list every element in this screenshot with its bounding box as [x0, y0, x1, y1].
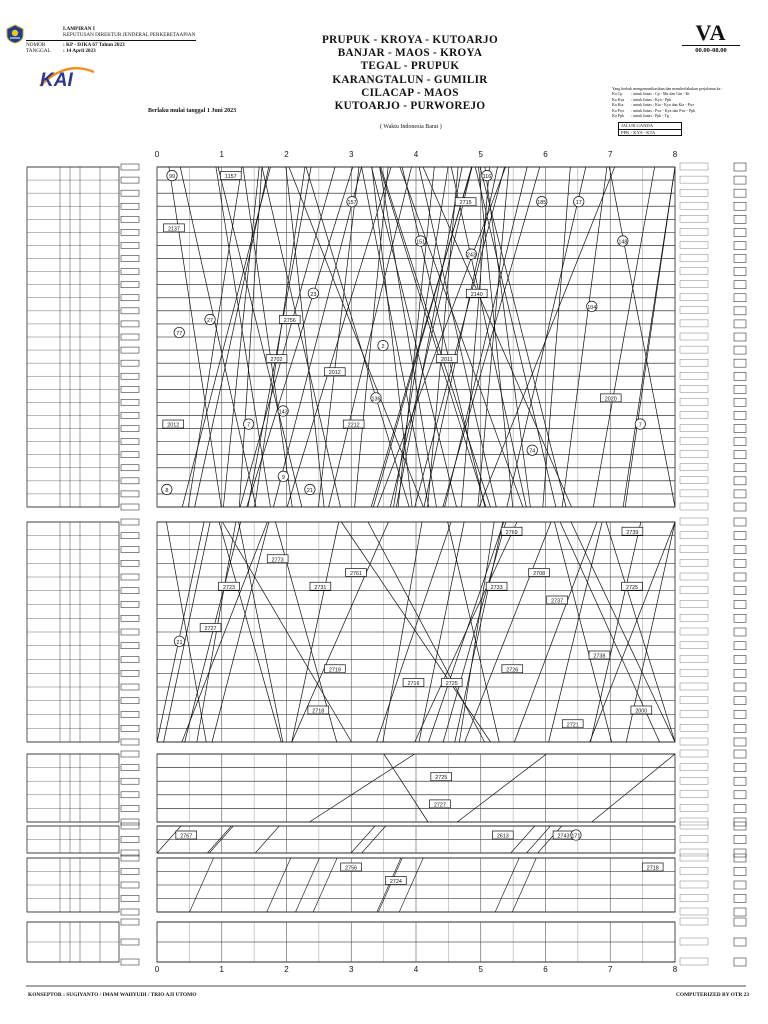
- station-name-box: [121, 698, 139, 704]
- signal-symbol: [734, 241, 746, 249]
- station-name-box: [121, 657, 139, 663]
- signal-symbol: [734, 711, 746, 719]
- signal-symbol: [734, 849, 746, 857]
- train-number-label: 2731: [314, 584, 327, 591]
- signal-symbol: [734, 918, 746, 926]
- station-name-box: [121, 321, 139, 327]
- hour-label-top: 5: [478, 150, 483, 159]
- signal-symbol: [734, 669, 746, 677]
- station-name-box: [121, 478, 139, 484]
- station-name-box: [121, 386, 139, 392]
- station-name-box: [121, 823, 139, 829]
- station-diagram: [680, 711, 708, 718]
- signal-symbol: [734, 163, 746, 171]
- train-number-label: 2769: [505, 529, 518, 536]
- station-name-box: [121, 308, 139, 314]
- station-diagram: [680, 764, 708, 771]
- station-name-box: [121, 452, 139, 458]
- signal-symbol: [734, 656, 746, 664]
- signal-symbol: [734, 614, 746, 622]
- signal-symbol: [734, 281, 746, 289]
- station-diagram: [680, 822, 708, 829]
- station-diagram: [680, 750, 708, 757]
- signal-symbol: [734, 268, 746, 276]
- train-number-label: 2708: [533, 571, 546, 577]
- signal-symbol: [734, 176, 746, 184]
- signal-symbol: [734, 587, 746, 595]
- station-name-box: [121, 164, 139, 170]
- train-number-label: 2773: [271, 557, 284, 564]
- signal-symbol: [734, 854, 746, 862]
- train-number-label: 2718: [646, 865, 659, 872]
- train-number-label: 2725: [626, 584, 639, 591]
- signal-symbol: [734, 908, 746, 916]
- station-name-box: [121, 295, 139, 301]
- station-name-box: [121, 256, 139, 262]
- station-name-box: [121, 896, 139, 902]
- train-number-label: 151: [416, 239, 426, 246]
- train-number-label: 2733: [490, 584, 503, 591]
- timezone-note: ( Waktu Indonesia Barat ): [380, 124, 442, 130]
- signal-symbol: [734, 333, 746, 341]
- signal-symbol: [734, 895, 746, 903]
- station-name-box: [121, 574, 139, 580]
- route-title: KARANGTALUN - GUMILIR: [332, 73, 488, 86]
- train-number-label: 116: [482, 174, 492, 181]
- hour-label-bottom: 8: [672, 965, 678, 974]
- signal-symbol: [734, 346, 746, 354]
- station-diagram: [680, 202, 708, 209]
- train-number-label: 17: [575, 200, 582, 207]
- station-diagram: [680, 697, 708, 704]
- signal-symbol: [734, 958, 746, 966]
- train-number-label: 2020: [604, 396, 617, 403]
- train-number-label: 136: [371, 396, 381, 403]
- station-diagram: [680, 176, 708, 183]
- train-number-label: 74: [529, 448, 536, 455]
- train-number-label: 157: [347, 200, 357, 207]
- lampiran-nomor: NOMOR : KP - DJKA 67 Tahun 2023: [26, 41, 125, 48]
- signal-symbol: [734, 881, 746, 889]
- hour-label-bottom: 1: [219, 965, 224, 974]
- station-diagram: [680, 346, 708, 353]
- train-number-label: 23: [310, 291, 317, 298]
- station-diagram: [680, 359, 708, 366]
- station-table: [27, 754, 119, 822]
- hour-label-bottom: 0: [154, 965, 160, 974]
- signal-symbol: [734, 738, 746, 746]
- station-name-box: [121, 519, 139, 525]
- signal-symbol: [734, 215, 746, 223]
- station-diagram: [680, 669, 708, 676]
- signal-symbol: [734, 451, 746, 459]
- station-diagram: [680, 868, 708, 875]
- hour-label-top: 6: [543, 150, 548, 159]
- signal-symbol: [734, 791, 746, 799]
- lampiran-tanggal: TANGGAL : 14 April 2023: [26, 48, 96, 55]
- station-name-box: [121, 805, 139, 811]
- station-name-box: [121, 739, 139, 745]
- station-name-box: [121, 399, 139, 405]
- station-name-box: [121, 547, 139, 553]
- hour-label-top: 0: [154, 150, 160, 159]
- train-number-label: 9: [281, 474, 285, 481]
- station-diagram: [680, 438, 708, 445]
- station-diagram: [680, 777, 708, 784]
- station-name-box: [121, 602, 139, 608]
- station-diagram: [680, 307, 708, 314]
- station-diagram: [680, 628, 708, 635]
- station-diagram: [680, 333, 708, 340]
- station-name-box: [121, 837, 139, 843]
- train-number-label: 243: [466, 252, 476, 259]
- station-name-box: [121, 491, 139, 497]
- station-diagram: [680, 683, 708, 690]
- signal-symbol: [734, 385, 746, 393]
- train-number-label: 2140: [470, 291, 483, 298]
- station-diagram: [680, 836, 708, 843]
- station-diagram: [680, 215, 708, 222]
- train-number-label: 2738: [593, 653, 606, 660]
- train-number-label: 21: [176, 639, 183, 646]
- station-name-box: [121, 882, 139, 888]
- train-number-label: 2716: [407, 681, 420, 687]
- station-diagram: [680, 849, 708, 856]
- footer-konseptor: KONSEPTOR : SUGIYANTO / IMAM WAHYUDI / TRIO AJI UTOMO: [28, 992, 197, 998]
- double-track-title: JALUR GANDA: [621, 123, 654, 128]
- station-diagram: [680, 738, 708, 745]
- station-diagram: [680, 642, 708, 649]
- station-name-box: [121, 269, 139, 275]
- signal-symbol: [734, 683, 746, 691]
- train-number-label: 2739: [626, 529, 639, 536]
- station-diagram: [680, 425, 708, 432]
- legend-row: Ka Kya : untuk lintas : Kya - Ppk: [612, 96, 672, 102]
- train-number-label: 2702: [270, 357, 283, 364]
- signal-symbol: [734, 518, 746, 526]
- station-name-box: [121, 504, 139, 510]
- train-number-label: 27: [207, 317, 214, 324]
- train-number-label: 7: [638, 422, 642, 429]
- train-number-label: 2756: [283, 317, 296, 324]
- signal-symbol: [734, 532, 746, 540]
- station-diagram: [680, 918, 708, 925]
- station-name-box: [121, 560, 139, 566]
- train-path: [457, 754, 546, 822]
- station-diagram: [680, 241, 708, 248]
- train-number-label: 2721: [566, 722, 579, 729]
- route-title: BANJAR - MAOS - KROYA: [337, 47, 483, 60]
- train-number-label: 2011: [441, 357, 453, 364]
- train-number-label: 2727: [433, 802, 446, 809]
- station-diagram: [680, 490, 708, 497]
- lampiran-line-2: KEPUTUSAN DIREKTUR JENDERAL PERKERETAAPIAN: [63, 32, 196, 39]
- signal-symbol: [734, 294, 746, 302]
- station-name-box: [121, 426, 139, 432]
- station-diagram: [680, 938, 708, 945]
- train-number-label: 2737: [551, 598, 564, 605]
- signal-symbol: [734, 546, 746, 554]
- train-number-label: 171: [571, 833, 581, 840]
- train-number-label: 2724: [389, 879, 402, 885]
- route-title: CILACAP - MAOS: [361, 86, 459, 99]
- station-diagram: [680, 320, 708, 327]
- train-path: [309, 754, 414, 822]
- legend-row: Ka Cp : untuk lintas : Cp - Ma dan Gm - Kt: [612, 91, 690, 97]
- station-diagram: [680, 411, 708, 418]
- station-name-box: [121, 347, 139, 353]
- signal-symbol: [734, 503, 746, 511]
- station-name-box: [121, 203, 139, 209]
- station-name-box: [121, 360, 139, 366]
- signal-symbol: [734, 573, 746, 581]
- station-name-box: [121, 725, 139, 731]
- station-name-box: [121, 373, 139, 379]
- train-number-label: 148: [618, 239, 628, 246]
- train-number-label: 2726: [506, 667, 519, 674]
- signal-symbol: [734, 804, 746, 812]
- train-path: [592, 754, 675, 822]
- station-diagram: [680, 587, 708, 594]
- station-diagram: [680, 546, 708, 553]
- station-diagram: [680, 372, 708, 379]
- footer-computerized: COMPUTERIZED BY OTR 23: [676, 992, 750, 998]
- train-number-label: 104: [587, 304, 597, 311]
- station-name-box: [121, 334, 139, 340]
- signal-symbol: [734, 464, 746, 472]
- station-diagram: [680, 908, 708, 915]
- route-title: PRUPUK - KROYA - KUTOARJO: [322, 34, 498, 46]
- train-number-label: 2012: [328, 370, 341, 377]
- double-track-value: PPK - KYA - KTA: [619, 129, 681, 136]
- station-diagram: [680, 881, 708, 888]
- station-name-box: [121, 939, 139, 945]
- station-diagram: [680, 281, 708, 288]
- hour-label-bottom: 2: [284, 965, 289, 974]
- signal-symbol: [734, 642, 746, 650]
- signal-symbol: [734, 228, 746, 236]
- station-name-box: [121, 412, 139, 418]
- station-name-box: [121, 229, 139, 235]
- train-number-label: 2727: [204, 626, 217, 632]
- route-title: TEGAL - PRUPUK: [360, 60, 460, 73]
- station-name-box: [121, 919, 139, 925]
- station-name-box: [121, 909, 139, 915]
- station-name-box: [121, 765, 139, 771]
- station-name-box: [121, 615, 139, 621]
- signal-symbol: [734, 559, 746, 567]
- station-diagram: [680, 451, 708, 458]
- station-diagram: [680, 163, 708, 170]
- signal-symbol: [734, 359, 746, 367]
- station-diagram: [680, 804, 708, 811]
- signal-symbol: [734, 189, 746, 197]
- signal-symbol: [734, 398, 746, 406]
- legend-row: Ka Kta : untuk lintas : Kta - Kya dan Kta - Pwr: [612, 102, 695, 108]
- station-name-box: [121, 869, 139, 875]
- signal-symbol: [734, 750, 746, 758]
- hour-label-top: 2: [284, 150, 289, 159]
- train-number-label: 2743: [557, 833, 570, 840]
- hour-label-bottom: 4: [413, 965, 419, 974]
- station-diagram: [680, 385, 708, 392]
- sheet-time-range: 00.00-08.00: [695, 47, 727, 54]
- station-name-box: [121, 282, 139, 288]
- effective-date: Berlaku mulai tanggal 1 Juni 2023: [148, 108, 237, 114]
- station-name-box: [121, 216, 139, 222]
- train-number-label: 185: [537, 200, 547, 207]
- station-diagram: [680, 573, 708, 580]
- signal-symbol: [734, 601, 746, 609]
- station-diagram: [680, 791, 708, 798]
- station-name-box: [121, 792, 139, 798]
- train-number-label: 2000: [635, 708, 648, 715]
- train-number-label: 7: [247, 422, 251, 429]
- train-number-label: 2756: [345, 865, 358, 872]
- station-name-box: [121, 190, 139, 196]
- legend-intro: Yang berhak mengomunikasikan dan memberlakukan perjalanan ka :: [612, 86, 723, 91]
- station-diagram: [680, 601, 708, 608]
- hour-label-top: 7: [608, 150, 613, 159]
- signal-symbol: [734, 411, 746, 419]
- train-path: [384, 754, 428, 822]
- station-diagram: [680, 189, 708, 196]
- station-diagram: [680, 958, 708, 965]
- signal-symbol: [734, 307, 746, 315]
- station-name-box: [121, 629, 139, 635]
- station-name-box: [121, 670, 139, 676]
- station-diagram: [680, 854, 708, 861]
- station-diagram: [680, 398, 708, 405]
- train-number-label: 77: [176, 331, 183, 337]
- hour-label-bottom: 5: [478, 965, 483, 974]
- station-diagram: [680, 614, 708, 621]
- station-name-box: [121, 439, 139, 445]
- sheet-code-label: VA: [695, 20, 727, 45]
- station-name-box: [121, 643, 139, 649]
- hour-label-top: 8: [672, 150, 678, 159]
- signal-symbol: [734, 836, 746, 844]
- signal-symbol: [734, 490, 746, 498]
- train-number-label: 2212: [347, 422, 360, 429]
- route-title: KUTOARJO - PURWOREJO: [334, 100, 486, 113]
- signal-symbol: [734, 202, 746, 210]
- station-name-box: [121, 712, 139, 718]
- train-number-label: 2719: [328, 667, 341, 674]
- signal-symbol: [734, 938, 746, 946]
- station-diagram: [680, 532, 708, 539]
- station-name-box: [121, 177, 139, 183]
- train-number-label: 1157: [224, 174, 237, 181]
- signal-symbol: [734, 777, 746, 785]
- train-number-label: 21: [306, 487, 313, 494]
- legend-row: Ka Pwr : untuk lintas : Pwr - Kya dan Pwr - Ppk: [612, 107, 696, 113]
- station-diagram: [680, 464, 708, 471]
- train-number-label: 2725: [435, 775, 448, 782]
- station-name-box: [121, 242, 139, 248]
- train-number-label: 2137: [167, 226, 180, 233]
- signal-symbol: [734, 764, 746, 772]
- hour-label-top: 1: [219, 150, 224, 159]
- signal-symbol: [734, 477, 746, 485]
- train-number-label: 143: [278, 409, 288, 416]
- station-name-box: [121, 751, 139, 757]
- signal-symbol: [734, 372, 746, 380]
- station-diagram: [680, 255, 708, 262]
- signal-symbol: [734, 438, 746, 446]
- station-name-box: [121, 588, 139, 594]
- hour-label-bottom: 7: [608, 965, 613, 974]
- station-diagram: [680, 724, 708, 731]
- lampiran-line-1: LAMPIRAN I: [63, 26, 95, 32]
- signal-symbol: [734, 255, 746, 263]
- train-number-label: 2718: [312, 708, 325, 715]
- station-diagram: [680, 559, 708, 566]
- signal-symbol: [734, 628, 746, 636]
- legend-row: Ka Ppk : untuk lintas : Ppk - Tg: [612, 113, 669, 119]
- station-diagram: [680, 294, 708, 301]
- station-diagram: [680, 656, 708, 663]
- station-name-box: [121, 959, 139, 965]
- station-diagram: [680, 268, 708, 275]
- hour-label-top: 4: [413, 150, 419, 159]
- train-number-label: 2723: [222, 584, 235, 591]
- station-diagram: [680, 818, 708, 825]
- station-name-box: [121, 533, 139, 539]
- station-diagram: [680, 503, 708, 510]
- station-diagram: [680, 895, 708, 902]
- train-number-label: 2: [381, 344, 385, 351]
- station-name-box: [121, 778, 139, 784]
- station-name-box: [121, 465, 139, 471]
- hour-label-bottom: 3: [349, 965, 354, 974]
- station-diagram: [680, 477, 708, 484]
- station-diagram: [680, 228, 708, 235]
- hour-label-bottom: 6: [543, 965, 548, 974]
- kai-logo-text: KAI: [40, 70, 73, 90]
- signal-symbol: [734, 724, 746, 732]
- signal-symbol: [734, 868, 746, 876]
- station-name-box: [121, 684, 139, 690]
- hour-label-top: 3: [349, 150, 354, 159]
- station-name-box: [121, 819, 139, 825]
- train-number-label: 8: [165, 487, 169, 494]
- train-number-label: 2012: [167, 422, 180, 429]
- train-number-label: 2613: [496, 833, 509, 840]
- train-number-label: 2715: [459, 200, 472, 207]
- train-number-label: 2761: [349, 571, 362, 577]
- train-number-label: 99: [168, 174, 175, 181]
- signal-symbol: [734, 697, 746, 705]
- train-number-label: 2767: [180, 833, 193, 840]
- signal-symbol: [734, 425, 746, 433]
- station-diagram: [680, 518, 708, 525]
- signal-symbol: [734, 320, 746, 328]
- train-number-label: 2725: [445, 681, 458, 687]
